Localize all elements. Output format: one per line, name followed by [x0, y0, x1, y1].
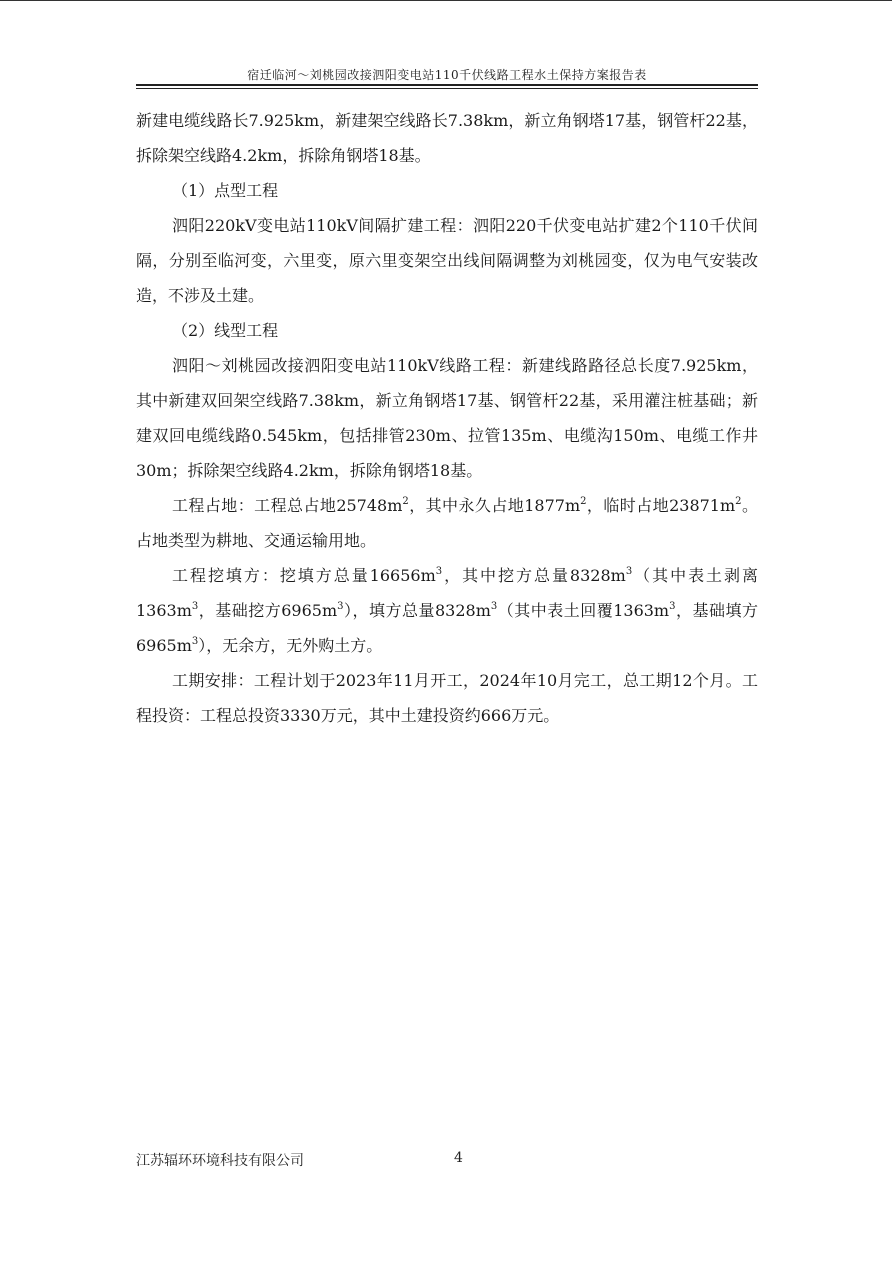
header-rule-thick — [136, 84, 758, 86]
earth-text-f: （其中表土回覆1363m — [497, 601, 670, 620]
earth-text-b: ，其中挖方总量8328m — [442, 566, 626, 585]
land-text-c: ，临时占地23871m — [586, 496, 736, 515]
section-heading-line-project: （2）线型工程 — [172, 321, 279, 340]
unit-superscript: 3 — [337, 600, 344, 612]
paragraph-earthwork — [136, 558, 758, 663]
paragraph-line-summary: 新建电缆线路长7.925km，新建架空线路长7.38km，新立角钢塔17基，钢管杆22基，拆除架空线路4.2km，拆除角钢塔18基。 — [136, 111, 758, 165]
paragraph-land-occupation — [136, 488, 758, 558]
paragraph-line-project: 泗阳～刘桃园改接泗阳变电站110kV线路工程：新建线路路径总长度7.925km，其中新建双回架空线路7.38km，新立角钢塔17基、钢管杆22基，采用灌注桩基础；新建双回电缆线路0.545km，包括排管230m、拉管135m、电缆沟150m、电缆工作井30m；拆除架空线路4.2km，拆除角钢塔18基。 — [136, 356, 758, 480]
unit-superscript: 3 — [191, 600, 199, 612]
running-header: 宿迁临河～刘桃园改接泗阳变电站110千伏线路工程水土保持方案报告表 — [247, 68, 647, 82]
paragraph-substation-expansion: 泗阳220kV变电站110kV间隔扩建工程：泗阳220千伏变电站扩建2个110千伏间隔，分别至临河变，六里变，原六里变架空出线间隔调整为刘桃园变，仅为电气安装改造，不涉及土建。 — [136, 216, 758, 305]
land-text-a: 工程占地：工程总占地25748m — [172, 496, 403, 515]
earth-text-g: ，基础填方6965m — [136, 601, 758, 655]
unit-superscript: 2 — [735, 495, 742, 507]
land-text-b: ，其中永久占地1877m — [408, 496, 581, 515]
earth-text-c: （其中表土剥离1363m — [136, 566, 758, 620]
unit-superscript: 2 — [402, 495, 409, 507]
unit-superscript: 3 — [625, 565, 633, 577]
unit-superscript: 3 — [490, 600, 498, 612]
page-top-border — [0, 0, 892, 1]
earth-text-a: 工程挖填方：挖填方总量16656m — [172, 566, 436, 585]
unit-superscript: 3 — [191, 635, 199, 647]
unit-superscript: 3 — [669, 600, 676, 612]
paragraph-schedule-investment: 工期安排：工程计划于2023年11月开工，2024年10月完工，总工期12个月。工程投资：工程总投资3330万元，其中土建投资约666万元。 — [136, 671, 758, 725]
body-text — [136, 103, 758, 733]
unit-superscript: 2 — [580, 495, 587, 507]
header-rule-thin — [136, 88, 758, 89]
footer-company: 江苏辐环环境科技有限公司 — [136, 1153, 304, 1169]
land-text-d: 。占地类型为耕地、交通运输用地。 — [136, 496, 758, 550]
page-number: 4 — [454, 1150, 463, 1166]
earth-text-h: ），无余方，无外购土方。 — [198, 636, 383, 655]
earth-text-e: ），填方总量8328m — [343, 601, 491, 620]
section-heading-point-project: （1）点型工程 — [172, 181, 279, 200]
unit-superscript: 3 — [435, 565, 443, 577]
earth-text-d: ，基础挖方6965m — [198, 601, 338, 620]
